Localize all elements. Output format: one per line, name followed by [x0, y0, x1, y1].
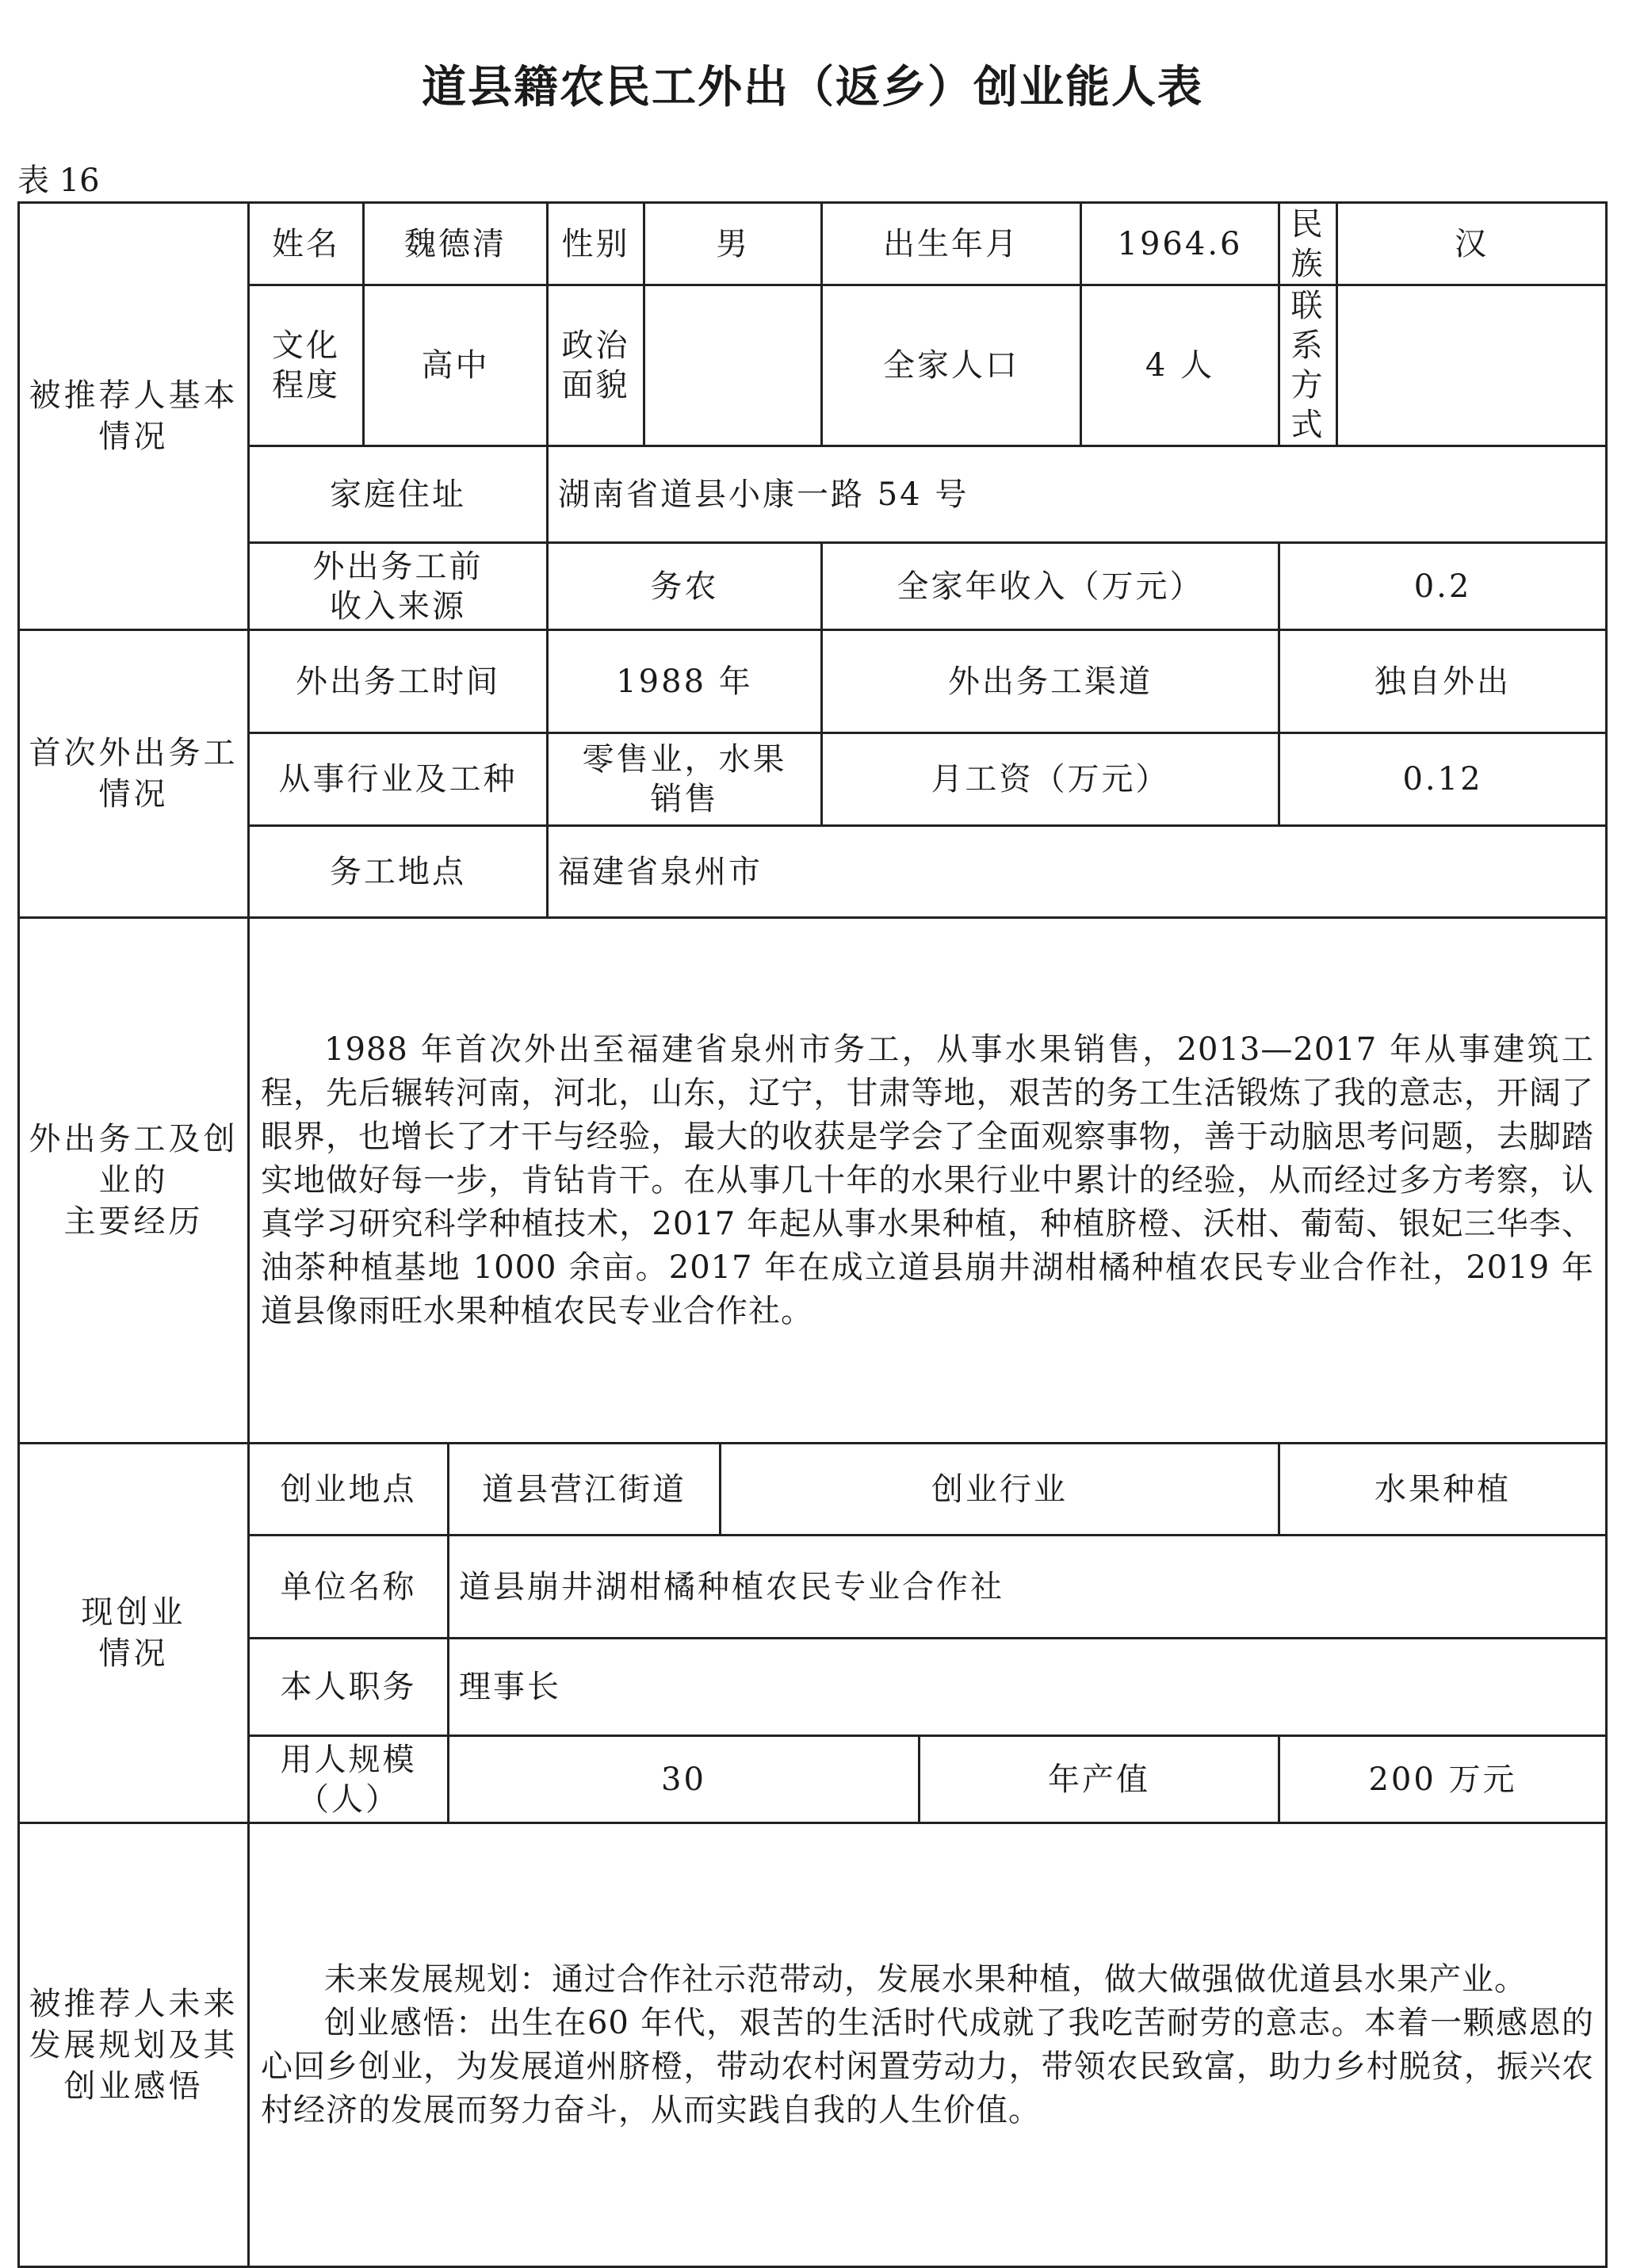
- page-title: 道县籍农民工外出（返乡）创业能人表: [422, 61, 1203, 113]
- contact-value: [1337, 285, 1607, 446]
- education-label-line2: 程度: [272, 367, 340, 403]
- current-row-4: [19, 1736, 1607, 1823]
- experience-row: [19, 918, 1607, 1444]
- table-number: 表 16: [17, 163, 100, 199]
- household-value: 4 人: [1081, 285, 1279, 446]
- experience-content: [249, 918, 1607, 1444]
- section-future-line2: 发展规划及其: [29, 2026, 239, 2063]
- first-job-row-3: [19, 826, 1607, 918]
- income-source-value: 务农: [548, 543, 822, 630]
- experience-paragraph: 1988 年首次外出至福建省泉州市务工，从事水果销售，2013—2017 年从事建筑工程，先后辗转河南，河北，山东，辽宁，甘肃等地，艰苦的务工生活锻炼了我的意志，开阔了眼界，也增长了才干与经验，最大的收获是学会了全面观察事物，善于动脑思考问题，去脚踏实地做好每一步，肯钻肯干。在从事几十年的水果行业中累计的经验，从而经过多方考察，认真学习研究科学种植技术，2017 年起从事水果种植，种植脐橙、沃柑、葡萄、银妃三华李、油茶种植基地 1000 余亩。2017 年在成立道县崩井湖柑橘种植农民专业合作社，2019 年道县像雨旺水果种植农民专业合作社。: [261, 1031, 1594, 1329]
- monthly-wage-label: 月工资（万元）: [822, 733, 1279, 826]
- section-basic-label: 被推荐人基本情况: [29, 377, 239, 455]
- ethnicity-value: 汉: [1337, 203, 1607, 285]
- contact-label: 联系方式: [1279, 285, 1337, 446]
- job-channel-label: 外出务工渠道: [822, 630, 1279, 733]
- job-industry-line2: 销售: [650, 781, 719, 817]
- gender-label: 性别: [548, 203, 644, 285]
- job-industry-line1: 零售业，水果: [582, 741, 787, 778]
- first-job-row-1: [19, 630, 1607, 733]
- ethnicity-label: 民族: [1279, 203, 1337, 285]
- political-value: [644, 285, 822, 446]
- annual-income-value: 0.2: [1279, 543, 1607, 630]
- future-row: [19, 1823, 1607, 2267]
- section-current-line2: 情况: [98, 1635, 169, 1672]
- address-value: 湖南省道县小康一路 54 号: [548, 446, 1607, 543]
- section-current-business: [19, 1444, 249, 1823]
- political-label-line1: 政治: [561, 327, 630, 364]
- job-industry-value: [548, 733, 822, 826]
- education-label-line1: 文化: [272, 327, 340, 364]
- address-label: 家庭住址: [249, 446, 548, 543]
- basic-row-2: [19, 285, 1607, 446]
- section-experience-line2: 业的: [98, 1162, 169, 1199]
- education-label: [249, 285, 364, 446]
- section-current-line1: 现创业: [81, 1594, 186, 1631]
- job-place-value: 福建省泉州市: [548, 826, 1607, 918]
- future-content: [249, 1823, 1607, 2267]
- business-industry-label: 创业行业: [721, 1444, 1279, 1536]
- position-label: 本人职务: [249, 1639, 449, 1736]
- political-label: [548, 285, 644, 446]
- political-label-line2: 面貌: [561, 367, 630, 403]
- annual-output-value: 200 万元: [1279, 1736, 1607, 1823]
- job-time-label: 外出务工时间: [249, 630, 548, 733]
- section-future-line1: 被推荐人未来: [29, 1985, 239, 2022]
- income-source-label: [249, 543, 548, 630]
- income-source-label-line2: 收入来源: [330, 587, 466, 625]
- unit-name-value: 道县崩井湖柑橘种植农民专业合作社: [449, 1536, 1607, 1639]
- first-job-row-2: [19, 733, 1607, 826]
- annual-output-label: 年产值: [920, 1736, 1279, 1823]
- basic-row-4: [19, 543, 1607, 630]
- basic-row-3: [19, 446, 1607, 543]
- job-place-label: 务工地点: [249, 826, 548, 918]
- section-experience: [19, 918, 249, 1444]
- current-row-2: [19, 1536, 1607, 1639]
- staff-size-value: 30: [449, 1736, 920, 1823]
- section-first-job-label: 首次外出务工情况: [29, 735, 239, 813]
- future-plan-paragraph: 未来发展规划：通过合作社示范带动，发展水果种植，做大做强做优道县水果产业。: [324, 1960, 1527, 1998]
- current-row-1: [19, 1444, 1607, 1536]
- current-row-3: [19, 1639, 1607, 1736]
- job-time-value: 1988 年: [548, 630, 822, 733]
- business-place-value: 道县营江街道: [449, 1444, 721, 1536]
- job-channel-value: 独自外出: [1279, 630, 1607, 733]
- section-first-job: [19, 630, 249, 918]
- name-value: 魏德清: [364, 203, 548, 285]
- household-label: 全家人口: [822, 285, 1081, 446]
- entrepreneur-form-table: [17, 201, 1608, 2268]
- name-label: 姓名: [249, 203, 364, 285]
- section-experience-line1: 外出务工及创: [29, 1121, 239, 1157]
- staff-size-label-line1: 用人规模: [280, 1741, 417, 1778]
- section-future-plans: [19, 1823, 249, 2267]
- education-value: 高中: [364, 285, 548, 446]
- income-source-label-line1: 外出务工前: [312, 548, 484, 585]
- section-future-line3: 创业感悟: [63, 2067, 204, 2105]
- business-industry-value: 水果种植: [1279, 1444, 1607, 1536]
- gender-value: 男: [644, 203, 822, 285]
- basic-row-1: [19, 203, 1607, 285]
- job-industry-label: 从事行业及工种: [249, 733, 548, 826]
- birth-label: 出生年月: [822, 203, 1081, 285]
- staff-size-label: [249, 1736, 449, 1823]
- section-experience-line3: 主要经历: [63, 1203, 204, 1240]
- birth-value: 1964.6: [1081, 203, 1279, 285]
- future-insight-paragraph: 创业感悟：出生在60 年代，艰苦的生活时代成就了我吃苦耐劳的意志。本着一颗感恩的心回乡创业，为发展道州脐橙，带动农村闲置劳动力，带领农民致富，助力乡村脱贫，振兴农村经济的发展而努力奋斗，从而实践自我的人生价值。: [261, 2004, 1594, 2128]
- annual-income-label: 全家年收入（万元）: [822, 543, 1279, 630]
- section-basic-info: [19, 203, 249, 630]
- position-value: 理事长: [449, 1639, 1607, 1736]
- staff-size-label-line2: （人）: [297, 1780, 400, 1818]
- business-place-label: 创业地点: [249, 1444, 449, 1536]
- monthly-wage-value: 0.12: [1279, 733, 1607, 826]
- unit-name-label: 单位名称: [249, 1536, 449, 1639]
